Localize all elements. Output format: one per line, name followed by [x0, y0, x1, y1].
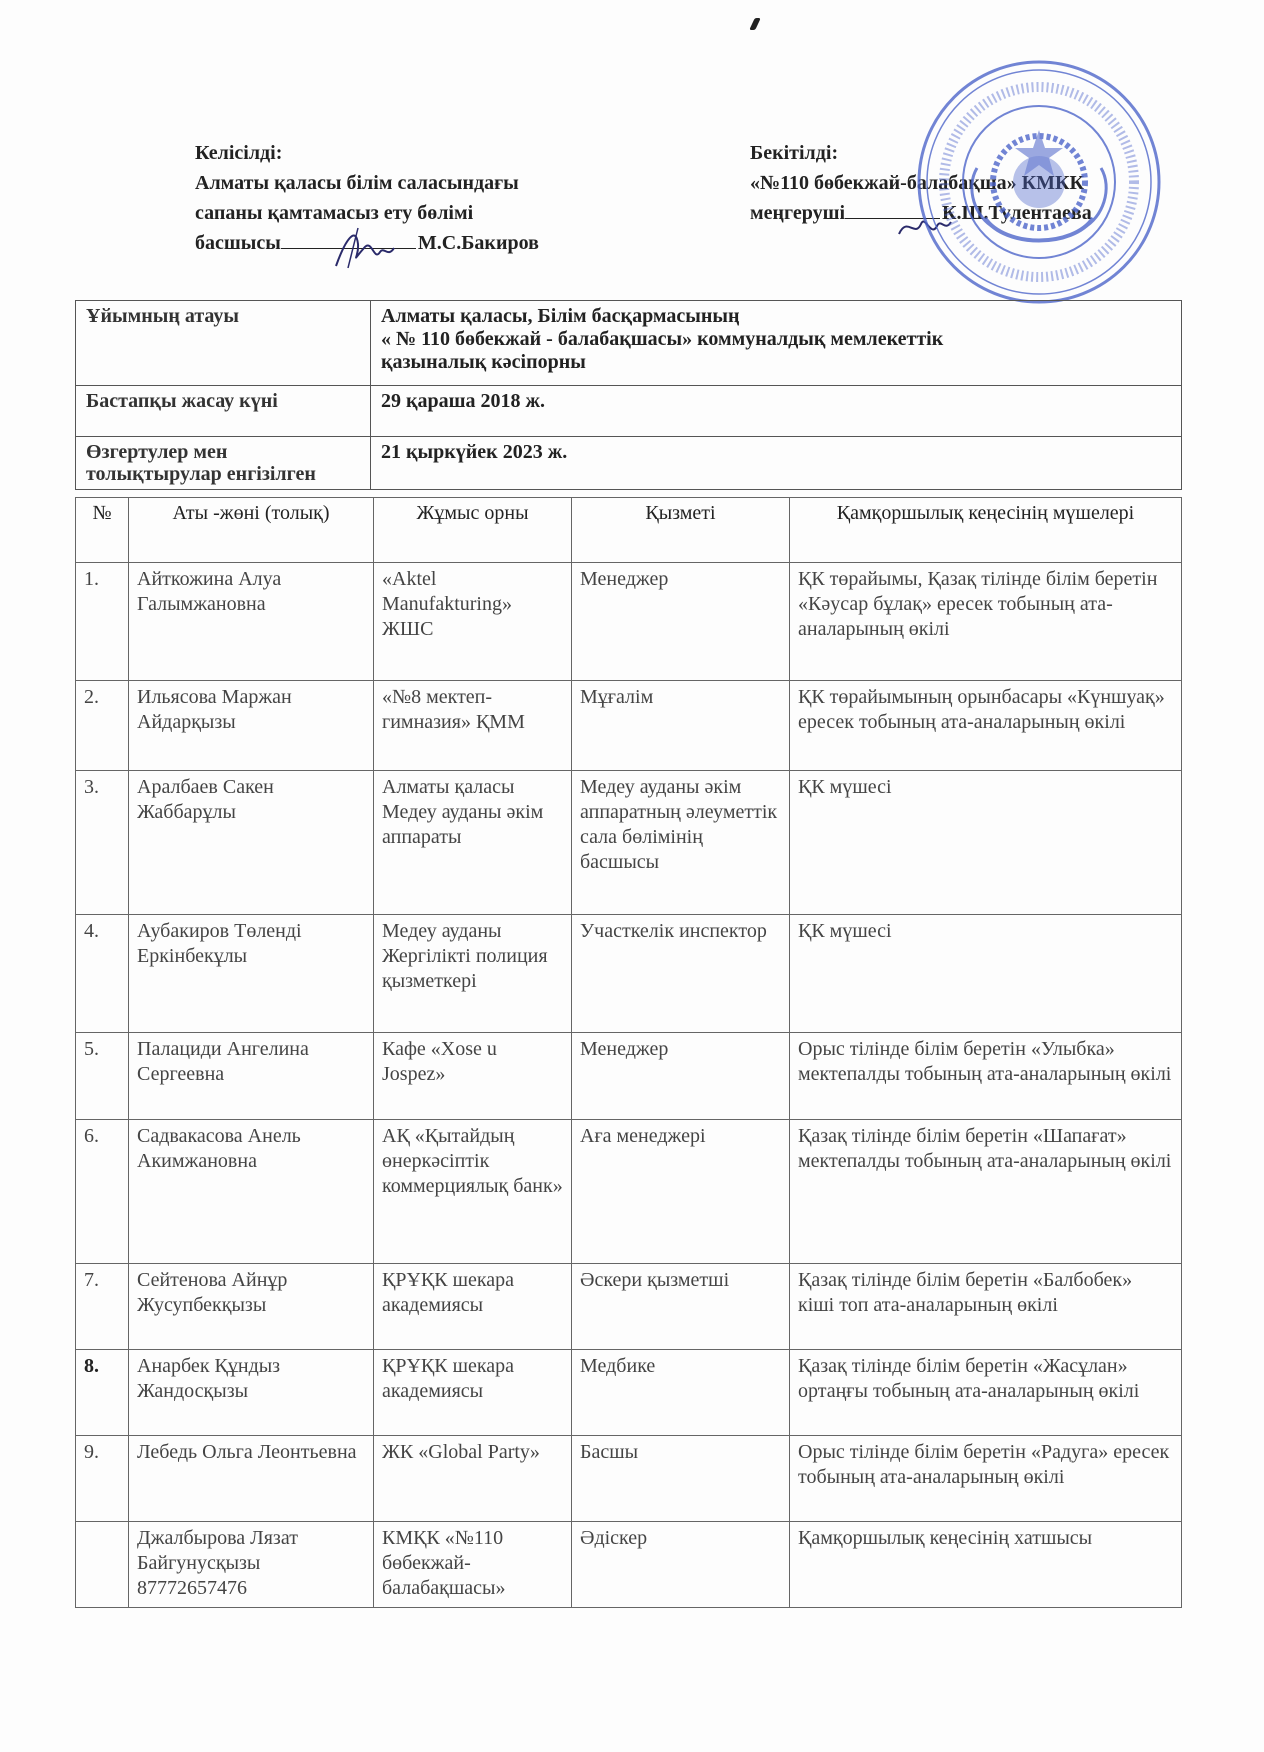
changes-date-row [76, 437, 1182, 490]
table-row [76, 771, 1182, 915]
row-role: Орыс тілінде білім беретін «Улыбка» мектепалды тобының ата-аналарының өкілі [790, 1033, 1182, 1120]
ink-mark [749, 18, 761, 30]
row-role: Орыс тілінде білім беретін «Радуга» ересек тобының ата-аналарының өкілі [790, 1436, 1182, 1522]
row-num: 5. [76, 1033, 129, 1120]
header-work: Жұмыс орны [374, 498, 572, 563]
table-row [76, 1436, 1182, 1522]
row-name: Айткожина Алуа Галымжановна [129, 563, 374, 681]
org-name-label: Ұйымның атауы [76, 301, 371, 386]
row-name: Лебедь Ольга Леонтьевна [129, 1436, 374, 1522]
table-row [76, 1522, 1182, 1608]
approval-left-title: Келісілді: [195, 142, 283, 164]
row-num: 7. [76, 1264, 129, 1350]
row-position: Әскери қызметші [572, 1264, 790, 1350]
row-position: Әдіскер [572, 1522, 790, 1608]
changes-date-label-line1: Өзгертулер мен [86, 441, 228, 463]
header-position: Қызметі [572, 498, 790, 563]
row-position: Менеджер [572, 1033, 790, 1120]
created-date-label: Бастапқы жасау күні [76, 386, 371, 437]
header-num: № [76, 498, 129, 563]
approval-left-line1: Алматы қаласы білім саласындағы [195, 172, 519, 194]
row-name: Аралбаев Сакен Жаббарұлы [129, 771, 374, 915]
changes-date-label [76, 437, 371, 490]
approval-right-role: меңгеруші [750, 202, 846, 224]
row-work: КМҚК «№110 бөбекжай-балабақшасы» [374, 1522, 572, 1608]
org-name-row [76, 301, 1182, 386]
row-role: ҚК мүшесі [790, 771, 1182, 915]
row-num: 2. [76, 681, 129, 771]
org-name-value [371, 301, 1182, 386]
row-work: АҚ «Қытайдың өнеркәсіптік коммерциялық банк» [374, 1120, 572, 1264]
row-work: Кафе «Xose u Jospez» [374, 1033, 572, 1120]
row-name: Аубакиров Төленді Еркінбекұлы [129, 915, 374, 1033]
row-num: 1. [76, 563, 129, 681]
org-name-value-line1: Алматы қаласы, Білім басқармасының [381, 305, 740, 327]
row-work: ҚРҰҚК шекара академиясы [374, 1350, 572, 1436]
row-work: «№8 мектеп-гимназия» ҚММ [374, 681, 572, 771]
row-position: Медбике [572, 1350, 790, 1436]
row-role: ҚК төрайымының орынбасары «Күншуақ» ересек тобының ата-аналарының өкілі [790, 681, 1182, 771]
row-num [76, 1522, 129, 1608]
row-num: 4. [76, 915, 129, 1033]
approval-left-role: басшысы [195, 232, 281, 254]
row-role: ҚК төрайымы, Қазақ тілінде білім беретін «Кәусар бұлақ» ересек тобының ата-аналарының өкілі [790, 563, 1182, 681]
row-num: 3. [76, 771, 129, 915]
row-name: Палациди Ангелина Сергеевна [129, 1033, 374, 1120]
row-name: Ильясова Маржан Айдарқызы [129, 681, 374, 771]
row-position: Аға менеджері [572, 1120, 790, 1264]
row-work: ЖК «Global Party» [374, 1436, 572, 1522]
official-seal-icon [915, 58, 1163, 306]
row-work: ҚРҰҚК шекара академиясы [374, 1264, 572, 1350]
approval-left-signer: М.С.Бакиров [417, 232, 539, 254]
row-role: Қазақ тілінде білім беретін «Балбобек» кіші топ ата-аналарының өкілі [790, 1264, 1182, 1350]
row-num: 9. [76, 1436, 129, 1522]
row-position: Басшы [572, 1436, 790, 1522]
changes-date-value: 21 қыркүйек 2023 ж. [371, 437, 1182, 490]
row-position: Участкелік инспектор [572, 915, 790, 1033]
table-row [76, 1350, 1182, 1436]
approval-right-line1: «№110 бөбекжай-балабақша» КМКК [750, 172, 1085, 194]
org-name-value-line3: қазыналық кәсіпорны [381, 351, 586, 373]
approval-right-title: Бекітілді: [750, 142, 839, 164]
row-role: Қазақ тілінде білім беретін «Шапағат» мектепалды тобының ата-аналарының өкілі [790, 1120, 1182, 1264]
row-num: 6. [76, 1120, 129, 1264]
approval-left [195, 138, 635, 258]
members-header-row [76, 498, 1182, 563]
table-row [76, 915, 1182, 1033]
table-row [76, 1120, 1182, 1264]
table-row [76, 1033, 1182, 1120]
row-work: «Aktel Manufakturing» ЖШС [374, 563, 572, 681]
table-row [76, 563, 1182, 681]
approval-right-signer: К.Ш.Тулентаева [942, 202, 1092, 224]
row-role: Қазақ тілінде білім беретін «Жасұлан» ортаңғы тобының ата-аналарының өкілі [790, 1350, 1182, 1436]
row-name: Сейтенова Айнұр Жусупбекқызы [129, 1264, 374, 1350]
approval-left-line3 [195, 228, 635, 258]
row-num: 8. [76, 1350, 129, 1436]
header-name: Аты -жөні (толық) [129, 498, 374, 563]
row-role: Қамқоршылық кеңесінің хатшысы [790, 1522, 1182, 1608]
row-name: Садвакасова Анель Акимжановна [129, 1120, 374, 1264]
members-table [75, 497, 1182, 1608]
table-row [76, 681, 1182, 771]
row-work: Алматы қаласы Медеу ауданы әкім аппараты [374, 771, 572, 915]
row-name: Анарбек Құндыз Жандосқызы [129, 1350, 374, 1436]
organization-info-table [75, 300, 1182, 490]
row-position: Мұғалім [572, 681, 790, 771]
changes-date-label-line2: толықтырулар енгізілген [86, 463, 316, 485]
approval-left-line2: сапаны қамтамасыз ету бөлімі [195, 202, 474, 224]
row-position: Медеу ауданы әкім аппаратның әлеуметтік сала бөлімінің басшысы [572, 771, 790, 915]
signature-scribble-icon [328, 218, 398, 274]
row-name: Джалбырова Лязат Байгунусқызы 87772657476 [129, 1522, 374, 1608]
table-row [76, 1264, 1182, 1350]
row-position: Менеджер [572, 563, 790, 681]
row-role: ҚК мүшесі [790, 915, 1182, 1033]
created-date-value: 29 қараша 2018 ж. [371, 386, 1182, 437]
row-work: Медеу ауданы Жергілікті полиция қызметкері [374, 915, 572, 1033]
created-date-row [76, 386, 1182, 437]
header-role: Қамқоршылық кеңесінің мүшелері [790, 498, 1182, 563]
org-name-value-line2: « № 110 бөбекжай - балабақшасы» коммуналдық мемлекеттік [381, 328, 944, 350]
